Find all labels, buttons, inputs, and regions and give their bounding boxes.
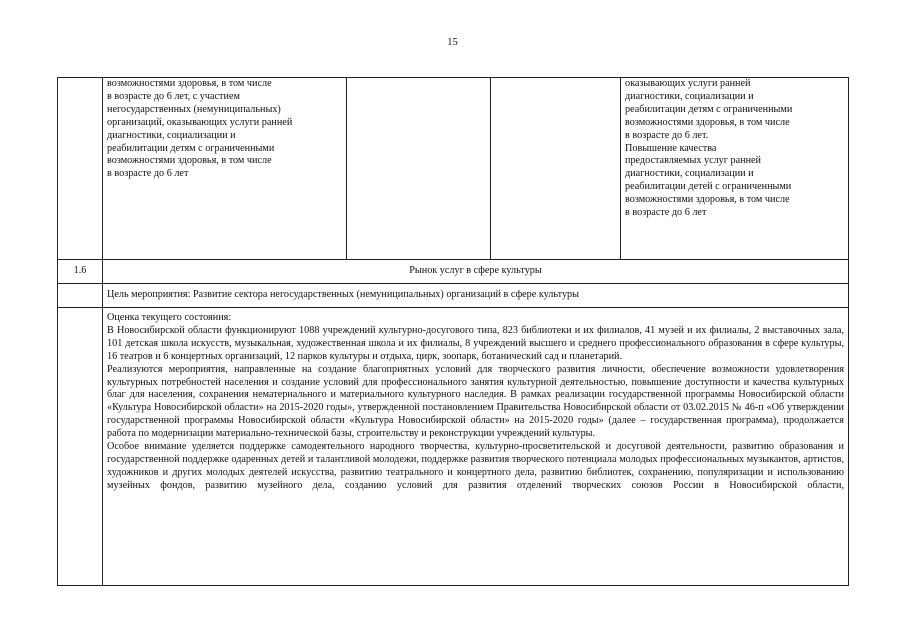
- text-line: диагностики, социализации и: [107, 129, 236, 141]
- measure-description-cell: [103, 78, 347, 260]
- text-line: диагностики, социализации и: [625, 168, 754, 180]
- expected-result-cell: [621, 78, 849, 260]
- assessment-paragraph: Реализуются мероприятия, направленные на создание благоприятных условий для творческого развития личности, обеспечение возможности удовлетворения культурных потребностей населения и создание условий для профессионального занятия культурной деятельностью, повышение доступности и качества культурных благ для населения, сохранения нематериального и материального культурного наследия. В рамках реализации государственной программы Новосибирской области «Культура Новосибирской области» на 2015-2020 годы», утвержденной постановлением Правительства Новосибирской области от 03.02.2015 № 46-п «Об утверждении государственной программы Новосибирской области «Культура Новосибирской области» на 2015-2020 годы» (далее – государственная программа), продолжается работа по модернизации материально-технической базы, строительству и реконструкции учреждений культуры.: [107, 363, 844, 440]
- assessment-cell: [103, 308, 849, 586]
- text-line: реабилитации детям с ограниченными: [107, 142, 275, 154]
- text-line: Повышение качества: [625, 142, 717, 154]
- text-line: возможностями здоровья, в том числе: [625, 194, 790, 206]
- measures-table: [57, 77, 849, 586]
- responsible-cell: [491, 78, 621, 260]
- assessment-paragraph: В Новосибирской области функционируют 1088 учреждений культурно-досугового типа, 823 библиотеки и их филиалов, 41 музей и их филиалы, 2 выставочных зала, 101 детская школа искусств, музыкальная, художественная школа и их филиалы, 8 учреждений высшего и среднего профессионального образования в сфере культуры, 16 театров и 6 концертных организаций, 12 парков культуры и отдыха, цирк, зоопарк, ботанический сад и планетарий.: [107, 324, 844, 362]
- text-line: в возрасте до 6 лет, с участием: [107, 90, 240, 102]
- continuation-row: [58, 78, 849, 260]
- text-line: возможностями здоровья, в том числе: [625, 116, 790, 128]
- text-line: реабилитации детей с ограниченными: [625, 181, 792, 193]
- text-line: диагностики, социализации и: [625, 90, 754, 102]
- goal-text: Цель мероприятия: Развитие сектора негосударственных (немуниципальных) организаций в сфере культуры: [103, 284, 849, 308]
- text-line: негосударственных (немуниципальных): [107, 103, 281, 115]
- section-title: Рынок услуг в сфере культуры: [103, 260, 849, 284]
- assessment-paragraph: Особое внимание уделяется поддержке самодеятельного народного творчества, культурно-просветительской и досуговой деятельности, развитию образования и государственной поддержке одаренных детей и талантливой молодежи, поддержке развития творческого потенциала молодых профессиональных музыкантов, артистов, художников и других молодых деятелей искусства, развитию театрального и концертного дела, развитию библиотек, сохранению, популяризации и использованию музейных фондов, развитию музейного дела, созданию условий для развития отделений творческих союзов России в Новосибирской области,: [107, 441, 844, 491]
- text-line: возможностями здоровья, в том числе: [107, 78, 272, 89]
- text-line: оказывающих услуги ранней: [625, 78, 751, 89]
- assessment-row: [58, 308, 849, 586]
- row-number-cell: [58, 308, 103, 586]
- page-number: 15: [447, 37, 458, 48]
- goal-row: [58, 284, 849, 308]
- section-number: 1.6: [58, 260, 103, 284]
- text-line: предоставляемых услуг ранней: [625, 155, 761, 167]
- deadline-cell: [347, 78, 491, 260]
- text-line: реабилитации детям с ограниченными: [625, 103, 793, 115]
- section-header-row: [58, 260, 849, 284]
- text-line: организаций, оказывающих услуги ранней: [107, 116, 293, 128]
- text-line: в возрасте до 6 лет.: [625, 129, 709, 141]
- row-number-cell: [58, 78, 103, 260]
- text-line: в возрасте до 6 лет: [107, 168, 189, 180]
- assessment-heading: Оценка текущего состояния:: [107, 312, 232, 323]
- text-line: возможностями здоровья, в том числе: [107, 155, 272, 167]
- row-number-cell: [58, 284, 103, 308]
- text-line: в возрасте до 6 лет: [625, 207, 707, 219]
